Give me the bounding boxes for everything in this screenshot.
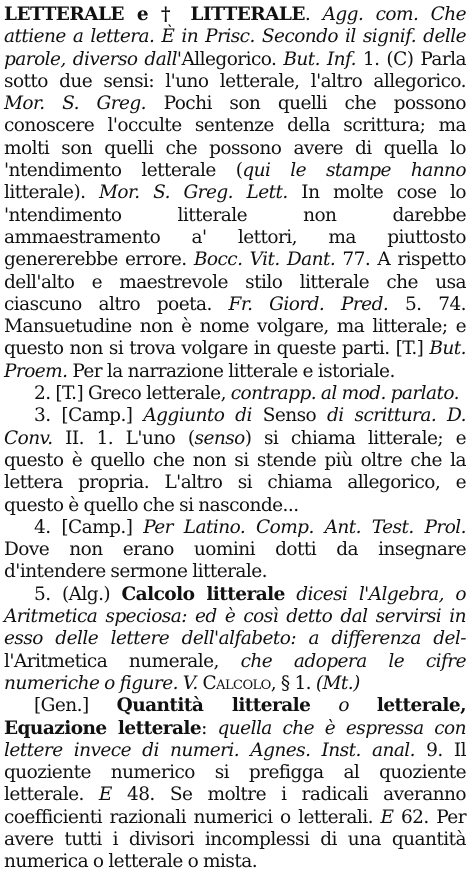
italic-run: E <box>98 784 112 806</box>
entry-paragraph <box>4 695 466 873</box>
text-run: 4. [Camp.] <box>34 516 144 538</box>
italic-run: che adopera le cifre numeriche o figure. V. <box>4 650 466 694</box>
text-run: II. 1. L'uno ( <box>52 427 195 449</box>
headword-joiner: e † <box>123 4 191 25</box>
italic-run: qui le stampe hanno <box>242 160 467 182</box>
text-run: litterale). <box>4 182 99 204</box>
italic-run: o <box>310 695 377 717</box>
entry-paragraph: LETTERALE e † LITTERALE. Agg. com. Che attiene a lettera. È in Prisc. Secondo il signif. delle parole, diverso dall'Allegorico. But. Inf. 1. (C) Parla sotto due sensi: l'uno letterale, l'altro allegorico. Mor. S. Greg. Pochi son quelli che possono conoscere l'occulte sentenze della scrittura; ma molti son quelli che possono avere di quella lo 'ntendimento letterale (qui le stampe hanno litterale). Mor. S. Greg. Lett. In molte cose lo 'ntendimento litterale non darebbe ammaestramento a' lettori, ma piuttosto genererebbe errore. Bocc. Vit. Dant. 77. A rispetto dell'alto e maestrevole stilo litterale che usa ciascuno altro poeta. Fr. Giord. Pred. 5. 74. Mansuetudine non è nome volgare, ma litterale; e questo non si trova volgare in queste parti. [T.] But. Proem. Per la narrazione litterale e istoriale. <box>4 4 467 382</box>
text-run: Per la narrazione litterale e istoriale. <box>67 360 395 382</box>
text-run: Pochi son quelli che possono conoscere l'occulte sentenze della scrittura; ma molti son quelli che possono avere di quella lo 'ntendimento letterale ( <box>4 93 466 182</box>
entry-paragraph <box>4 383 466 405</box>
text-run: In molte cose lo 'ntendimento litterale non darebbe ammaestramento a' lettori, ma piuttosto genererebbe errore. <box>4 182 466 271</box>
dictionary-entry <box>4 4 466 874</box>
text-run: 9. Il quoziente numerico si prefigga al quoziente letterale. <box>4 739 467 806</box>
text-run: , § 1. <box>270 672 316 694</box>
italic-run: Per Latino. Comp. Ant. Test. Prol. <box>143 516 467 538</box>
text-run: 48. Se moltre i radicali averanno coefficienti razionali numerici o letterali. <box>4 784 466 828</box>
text-run: Dove non erano uomini dotti da insegnare d'intendere sermone litterale. <box>4 539 466 583</box>
italic-run: Mor. S. Greg. Lett. <box>98 182 288 204</box>
text-run: Senso <box>251 405 327 427</box>
text-run: 1. (C) Parla sotto due sensi: l'uno letterale, l'altro allegorico. <box>4 48 467 92</box>
bold-term: Quantità litterale <box>116 695 311 717</box>
text-run: l'Aritmetica numerale, <box>4 650 241 672</box>
bold-term: letterale, Equazione letterale <box>4 695 466 739</box>
text-run: [Gen.] <box>34 695 117 717</box>
italic-run: But. Proem. <box>4 338 466 382</box>
text-run: 5. 74. Mansuetudine non è nome volgare, ma litterale; e questo non si trova volgare in queste parti. [T.] <box>4 293 466 360</box>
italic-run: quella che è espressa con lettere invece di numeri. Agnes. Inst. anal. <box>4 717 467 761</box>
text-run: ) si chiama litterale; e questo è quello che non si stende più oltre che la lettera propria. L'altro si chiama allegorico, e questo è quello che si nasconde... <box>4 427 466 516</box>
italic-run: (Mt.) <box>315 672 360 694</box>
italic-run: dicesi l'Algebra, o Aritmetica speciosa: ed è così detto dal servirsi in esso delle lettere dell'alfabeto: a differenza del- <box>4 583 466 650</box>
italic-run: contrapp. al mod. parlato. <box>230 383 460 405</box>
italic-run: Agg. com. Che attiene a lettera. È in Prisc. Secondo il signif. delle parole, diverso dall' <box>4 4 466 70</box>
italic-run: Aggiunto di <box>143 405 252 427</box>
italic-run: But. Inf. <box>283 48 356 70</box>
italic-run: Fr. Giord. Pred. <box>228 293 389 315</box>
text-run: 3. [Camp.] <box>34 405 144 427</box>
italic-run: di scrittura. D. Conv. <box>4 405 466 449</box>
text-run: 62. Per avere tutti i divisori incomplessi di una quantità numerica o letterale o mista. <box>4 806 466 873</box>
entry-paragraph <box>4 584 466 695</box>
italic-run: Mor. S. Greg. <box>4 93 147 115</box>
headword: LETTERALE <box>4 4 124 25</box>
italic-run: senso <box>194 427 245 449</box>
text-run: 2. [T.] Greco letterale, <box>34 383 231 405</box>
text-run: : <box>201 717 218 739</box>
cross-reference: Calcolo <box>197 672 271 694</box>
text-run: 77. A rispetto dell'alto e maestrevole stilo litterale che usa ciascuno altro poeta. <box>4 249 467 315</box>
headword-variant: LITTERALE <box>190 4 305 25</box>
italic-run: Bocc. Vit. Dant. <box>193 249 336 271</box>
text-run: Allegorico. <box>181 48 284 70</box>
text-run: 5. (Alg.) <box>34 583 122 605</box>
entry-paragraph <box>4 405 466 516</box>
italic-run: E <box>380 806 394 828</box>
entry-paragraph <box>4 517 466 584</box>
bold-term: Calcolo litterale <box>121 583 285 605</box>
